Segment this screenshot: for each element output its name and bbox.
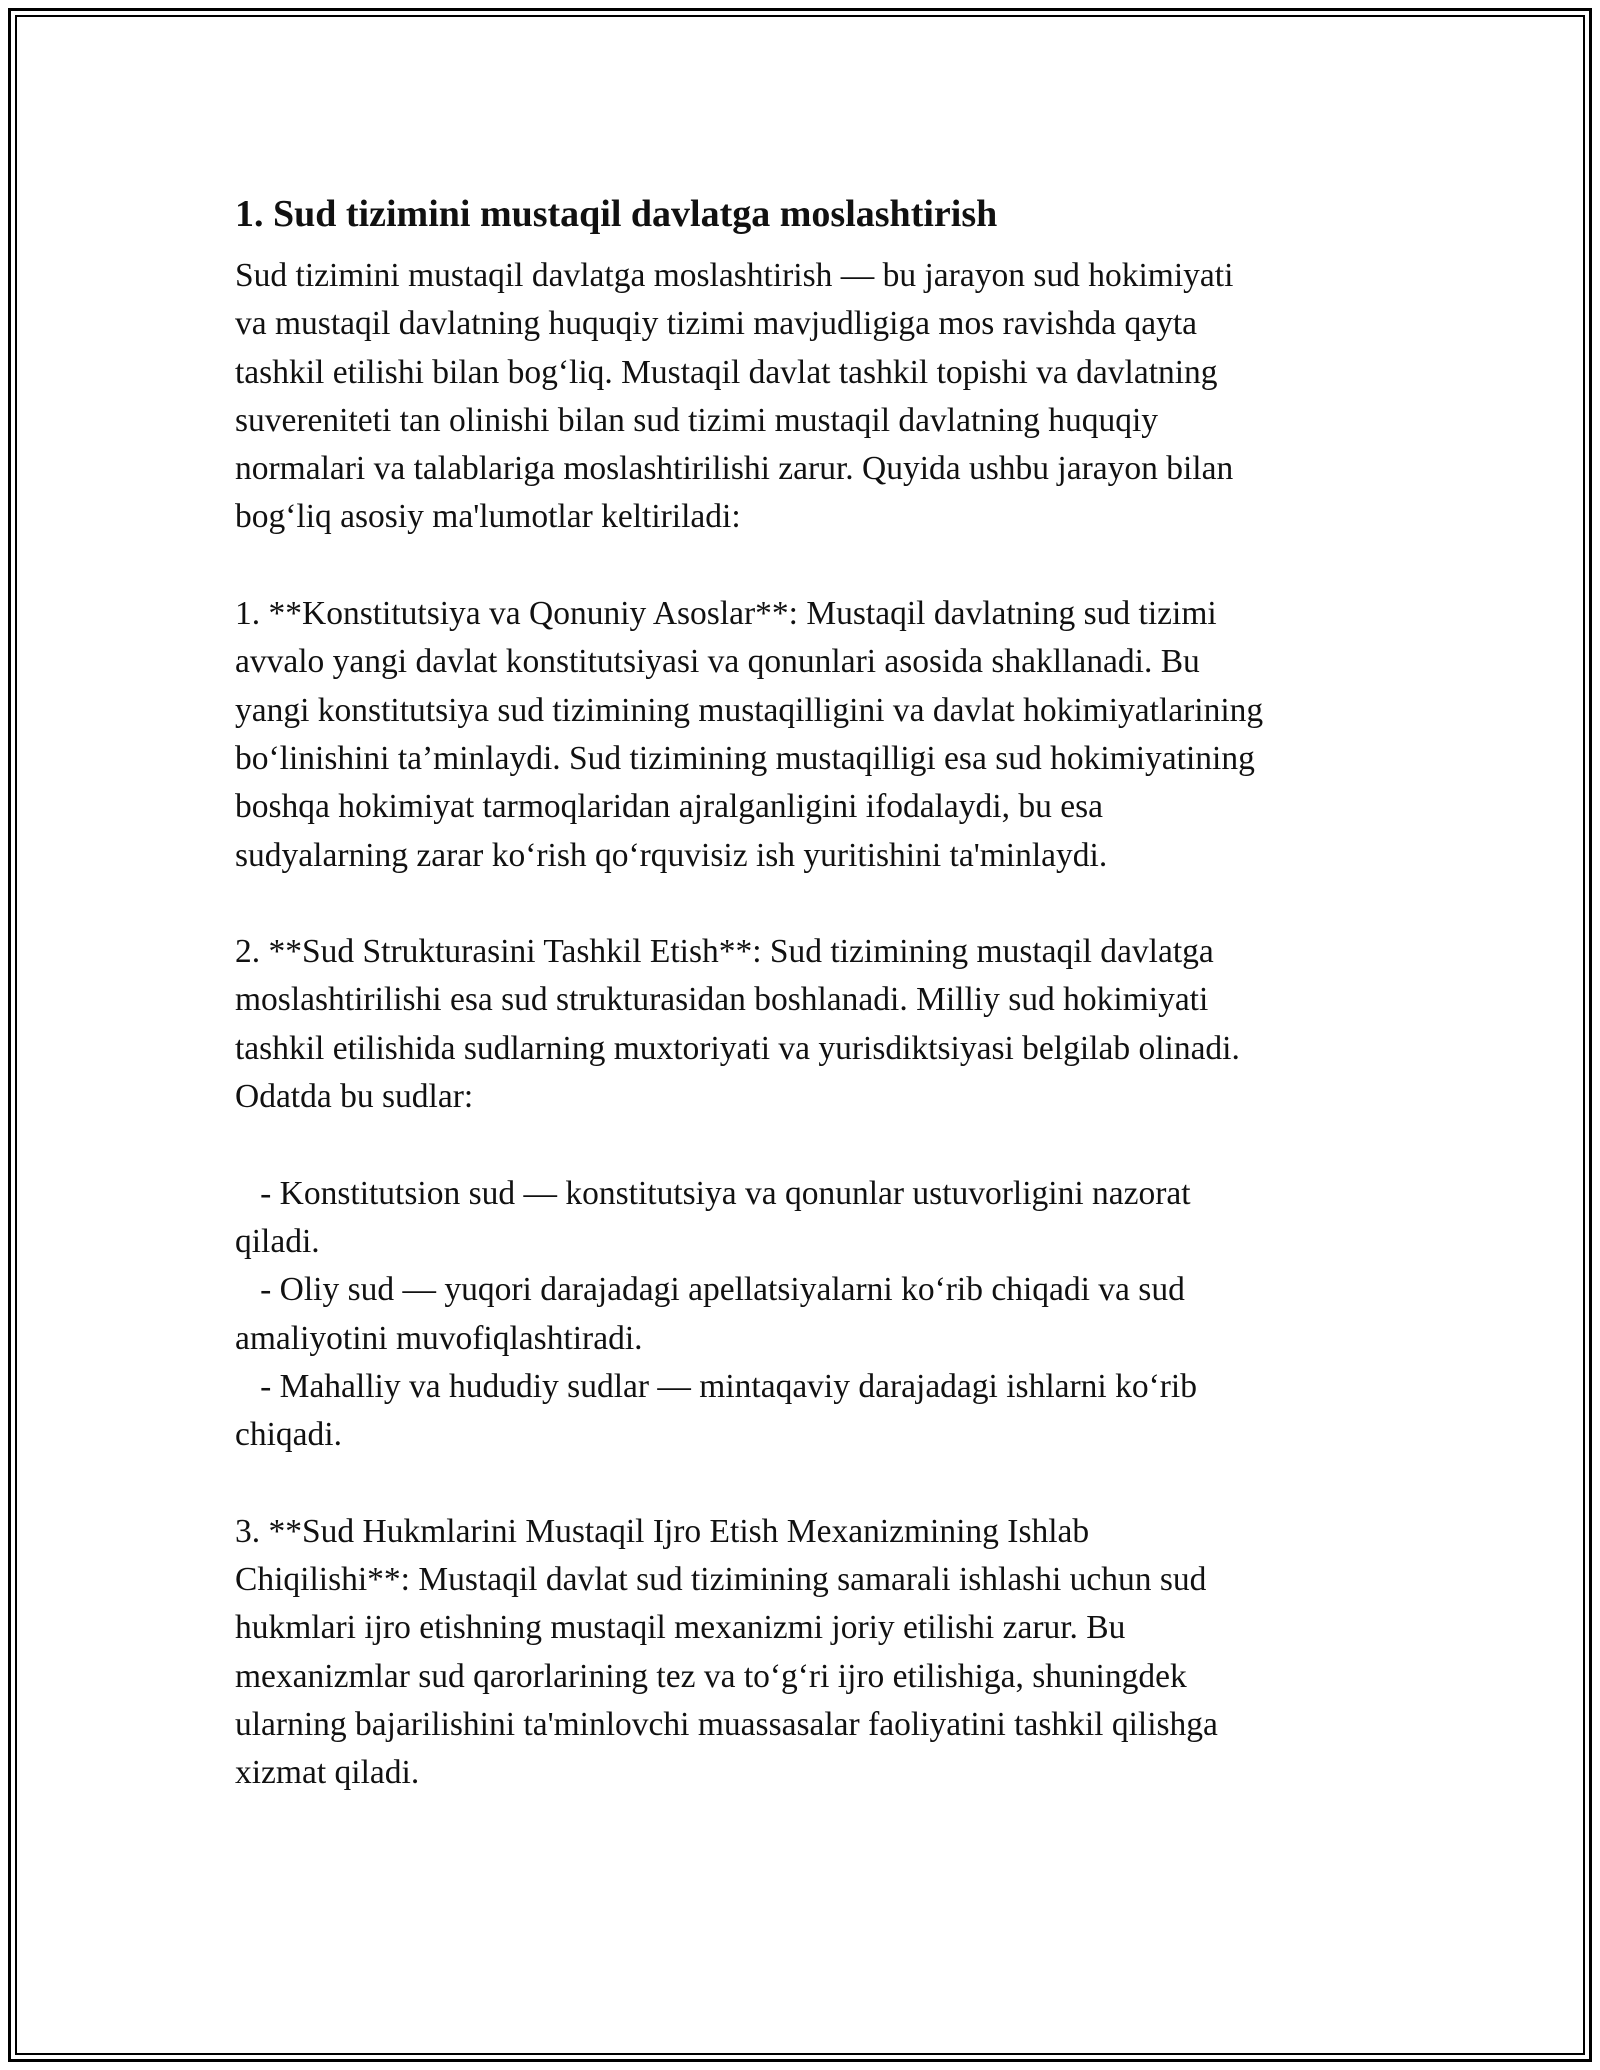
paragraph-spacer (235, 880, 1365, 928)
page-title: 1. Sud tizimini mustaqil davlatga moslashtirish (235, 193, 998, 235)
court-bullets: - Konstitutsion sud — konstitutsiya va qonunlar ustuvorligini nazorat qiladi. - Oliy sud — yuqori darajadagi apellatsiyalarni ko‘rib chiqadi va sud amaliyotini muvofiqlashtiradi. - Mahalliy va hududiy sudlar — mintaqaviy darajadagi ishlarni ko‘rib chiqadi. (235, 1174, 1197, 1454)
paragraph-spacer (235, 542, 1365, 590)
list-item-1: 1. **Konstitutsiya va Qonuniy Asoslar**: Mustaqil davlatning sud tizimi avvalo yangi davlat konstitutsiyasi va qonunlari asosida shakllanadi. Bu yangi konstitutsiya sud tizimining mustaqilligini va davlat hokimiyatlarining bo‘linishini ta’minlaydi. Sud tizimining mustaqilligi esa sud hokimiyatining boshqa hokimiyat tarmoqlaridan ajralganligini ifodalaydi, bu esa sudyalarning zarar ko‘rish qo‘rquvisiz ish yuritishini ta'minlaydi. (235, 595, 1264, 874)
list-item-2: 2. **Sud Strukturasini Tashkil Etish**: Sud tizimining mustaqil davlatga moslashtirilishi esa sud strukturasidan boshlanadi. Milliy sud hokimiyati tashkil etilishida sudlarning muxtoriyati va yurisdiktsiyasi belgilab olinadi. Odatda bu sudlar: (235, 933, 1240, 1116)
intro-paragraph: Sud tizimini mustaqil davlatga moslashtirish — bu jarayon sud hokimiyati va mustaqil davlatning huquqiy tizimi mavjudligiga mos ravishda qayta tashkil etilishi bilan bog‘liq. Mustaqil davlat tashkil topishi va davlatning suvereniteti tan olinishi bilan sud tizimi mustaqil davlatning huquqiy normalari va talablariga moslashtirilishi zarur. Quyida ushbu jarayon bilan bog‘liq asosiy ma'lumotlar keltiriladi: (235, 257, 1234, 536)
list-item-3: 3. **Sud Hukmlarini Mustaqil Ijro Etish Mexanizmining Ishlab Chiqilishi**: Mustaqil davlat sud tizimining samarali ishlashi uchun sud hukmlari ijro etishning mustaqil mexanizmi joriy etilishi zarur. Bu mexanizmlar sud qarorlarining tez va to‘g‘ri ijro etilishiga, shuningdek ularning bajarilishini ta'minlovchi muassasalar faoliyatini tashkil qilishga xizmat qiladi. (235, 1512, 1218, 1792)
document-body (235, 186, 1365, 1798)
paragraph-spacer (235, 1121, 1365, 1169)
paragraph-spacer (235, 1459, 1365, 1507)
